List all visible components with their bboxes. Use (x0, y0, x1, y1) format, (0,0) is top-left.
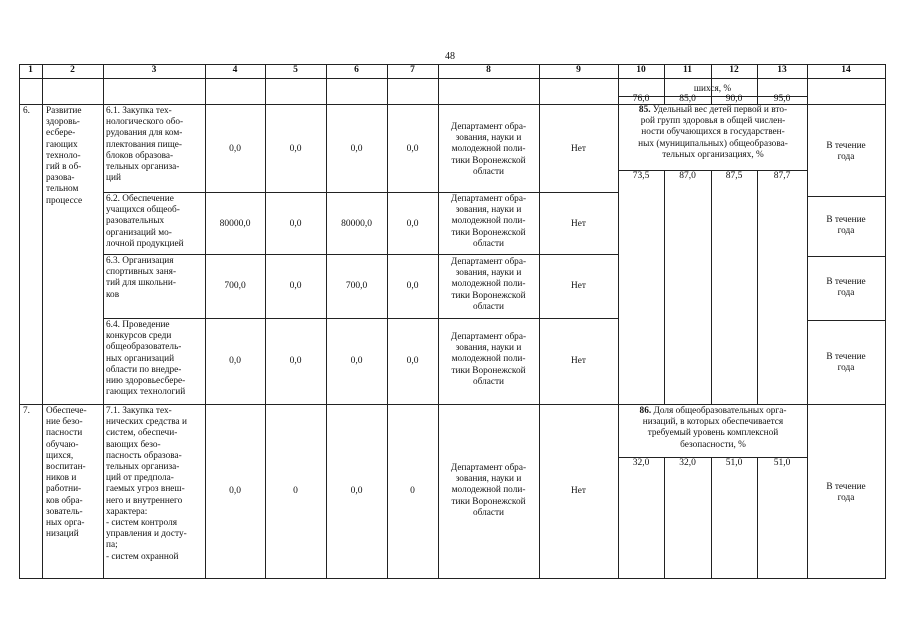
row-6-1-executor: Департамент обра- зования, науки и молодежной поли- тики Воронежской области (450, 122, 527, 177)
row-6-3-term: В течение года (826, 277, 866, 299)
term-6-3-bottom (807, 320, 885, 321)
table-bottom-border (19, 578, 885, 579)
action-6-4: 6.4. Проведение конкурсов среди общеобразователь- ных организаций области по внедре- нию здоровьесбере- гающих технологий (106, 320, 186, 398)
header-col-12: 12 (729, 65, 739, 75)
row-6-4-term: В течение года (826, 352, 866, 374)
header-col-5: 5 (293, 65, 298, 75)
indicator85-value-10: 73,5 (632, 171, 650, 181)
row-6-2-col9: Нет (571, 219, 586, 229)
row-6-4-col6: 0,0 (350, 356, 363, 366)
row-6-3-col6: 700,0 (345, 281, 368, 291)
indicator86-value-11: 32,0 (679, 458, 696, 468)
top-value-11: 85,0 (679, 94, 696, 104)
row-6-1-col5: 0,0 (289, 144, 302, 154)
section7-title: Обеспече- ние безо- пасности обучаю- щихся, воспитан- ников и работни- ков обра- зователь- ных орга- низаций (46, 406, 87, 540)
row-7-1-col6: 0,0 (350, 486, 363, 496)
row-7-1-col5: 0 (293, 486, 298, 496)
header-col-10: 10 (636, 65, 646, 75)
row-6-4-col5: 0,0 (289, 356, 302, 366)
top-value-10: 76,0 (632, 94, 650, 104)
indicator-86-text: Доля общеобразовательных орга- низаций, в которых обеспечивается требуемый уровень комплексной безопасности, % (642, 406, 787, 450)
header-col-9: 9 (576, 65, 581, 75)
row-6-3-col4: 700,0 (224, 281, 246, 291)
col-border-6 (387, 64, 388, 579)
col-border-11b (711, 170, 712, 405)
action-6-3: 6.3. Организация спортивных заня- тий для школьни- ков (106, 256, 177, 300)
term-6-1-bottom (807, 196, 885, 197)
row-6-4-col4: 0,0 (229, 356, 241, 366)
header-col-11: 11 (683, 65, 692, 75)
col-border-9 (618, 64, 619, 579)
col-border-5 (326, 64, 327, 579)
header-col-8: 8 (486, 65, 491, 75)
row-7-1-col9: Нет (571, 486, 586, 496)
section6-number: 6. (23, 106, 30, 116)
row-6-2-col5: 0,0 (289, 219, 302, 229)
header-col-3: 3 (151, 65, 157, 75)
row-6-2-term: В течение года (826, 215, 866, 237)
row-7-1-executor: Департамент обра- зования, науки и молодежной поли- тики Воронежской области (450, 463, 527, 518)
section6-title: Развитие здоровь- есбере- гающих техноло- гий в об- разова- тельном процессе (46, 106, 83, 206)
row-6-4-executor: Департамент обра- зования, науки и молодежной поли- тики Воронежской области (450, 332, 527, 387)
indicator85-value-12: 87,5 (725, 171, 743, 181)
indicator86-value-13: 51,0 (773, 458, 791, 468)
row-7-1-col4: 0,0 (229, 486, 241, 496)
row-6-1-col7: 0,0 (406, 144, 419, 154)
row-6-4-col9: Нет (571, 356, 586, 366)
indicator-unit-tail: шихся, % (693, 84, 732, 94)
row-6-2-bottom (103, 254, 618, 255)
row-6-4-col7: 0,0 (406, 356, 419, 366)
indicator-85-text: Удельный вес детей первой и вто- рой групп здоровья в общей числен- ности обучающихся в государствен- ных (муниципальных) общеобразова- тельных организациях, % (638, 105, 788, 160)
indicator-86 (620, 406, 806, 451)
action-6-2: 6.2. Обеспечение учащихся общеоб- разовательных организаций мо- лочной продукцией (106, 194, 184, 249)
row-6-3-col7: 0,0 (406, 281, 419, 291)
header-bottom-border (19, 78, 885, 79)
row-7-1-col7: 0 (410, 486, 415, 496)
col-border-0 (19, 64, 20, 579)
header-col-2: 2 (70, 65, 75, 75)
row-6-2-col6: 80000,0 (341, 219, 372, 229)
section7-top-border (19, 404, 885, 405)
indicator86-value-10: 32,0 (632, 458, 650, 468)
row-6-2-col4: 80000,0 (219, 219, 251, 229)
row-6-1-col6: 0,0 (350, 144, 363, 154)
col-border-12c (757, 457, 758, 579)
col-border-8 (539, 64, 540, 579)
action-6-1: 6.1. Закупка тех- нологического обо- рудования для ком- плектования пище- блоков образова- тельных организа- ций (106, 106, 184, 184)
col-border-14 (885, 64, 886, 579)
indicator85-value-13: 87,7 (773, 171, 791, 181)
row-7-1-term: В течение года (826, 482, 866, 504)
top-value-13: 95,0 (773, 94, 791, 104)
indicator-85-number: 85. (638, 105, 651, 115)
header-col-1: 1 (28, 65, 33, 75)
col-border-4 (265, 64, 266, 579)
col-border-12b (757, 170, 758, 405)
col-border-11c (711, 457, 712, 579)
row-6-3-col5: 0,0 (289, 281, 302, 291)
indicator-86-number: 86. (639, 406, 652, 416)
header-col-6: 6 (354, 65, 359, 75)
top-value-12: 90,0 (725, 94, 743, 104)
col-border-3 (205, 64, 206, 579)
row-6-2-executor: Департамент обра- зования, науки и молодежной поли- тики Воронежской области (450, 194, 527, 249)
header-col-4: 4 (232, 65, 238, 75)
col-border-1 (42, 64, 43, 579)
row-6-1-term: В течение года (826, 141, 866, 163)
indicator86-value-12: 51,0 (725, 458, 743, 468)
action-7-1: 7.1. Закупка тех- нических средства и систем, обеспечи- вающих безо- пасность образова- тельных организа- ций от предпола- гаемых угроз внеш- него и внутреннего характера: - систем контроля управления и досту- па; - систем охранной (106, 406, 187, 562)
col-border-10b (664, 170, 665, 405)
indicator-85 (620, 105, 806, 161)
row-6-3-executor: Департамент обра- зования, науки и молодежной поли- тики Воронежской области (450, 257, 527, 312)
row-6-3-bottom (103, 318, 618, 319)
row-6-2-col7: 0,0 (406, 219, 419, 229)
row-6-1-col4: 0,0 (229, 144, 241, 154)
header-col-14: 14 (841, 65, 851, 75)
header-col-7: 7 (410, 65, 415, 75)
col-border-10c (664, 457, 665, 579)
row-6-1-bottom (103, 192, 618, 193)
header-col-13: 13 (777, 65, 787, 75)
col-border-2 (103, 64, 104, 579)
row-6-3-col9: Нет (571, 281, 586, 291)
row-6-1-col9: Нет (571, 144, 586, 154)
page-number: 48 (445, 51, 455, 62)
indicator85-value-11: 87,0 (679, 171, 696, 181)
section7-number: 7. (23, 406, 30, 416)
term-6-2-bottom (807, 256, 885, 257)
